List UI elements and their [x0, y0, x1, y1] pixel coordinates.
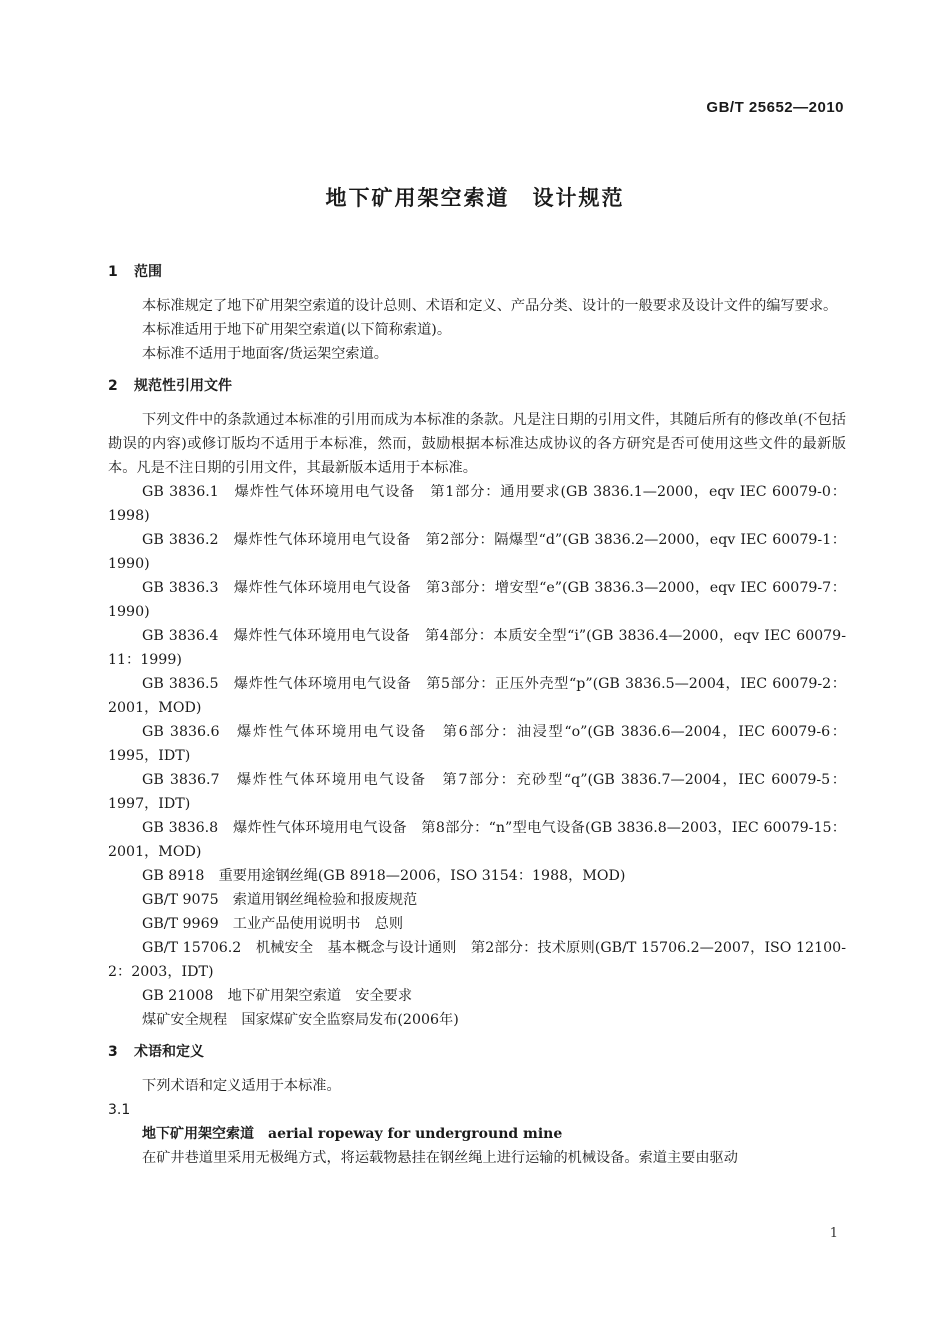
section-heading-normative-references: [108, 374, 846, 398]
document-body: [108, 260, 846, 1170]
section-number: 1: [108, 264, 118, 280]
reference-item: GB 3836.4 爆炸性气体环境用电气设备 第4部分：本质安全型“i”(GB 3836.4—2000，eqv IEC 60079-11：1999): [108, 628, 846, 668]
section-heading-terms: [108, 1040, 846, 1064]
section-number: 3: [108, 1044, 118, 1060]
term-english: aerial ropeway for underground mine: [268, 1126, 563, 1142]
section-title: 范围: [134, 264, 162, 280]
section-title: 术语和定义: [134, 1044, 204, 1060]
term-entry: [108, 1122, 846, 1146]
reference-item: 煤矿安全规程 国家煤矿安全监察局发布(2006年): [142, 1012, 459, 1028]
reference-item: GB/T 15706.2 机械安全 基本概念与设计通则 第2部分：技术原则(GB/T 15706.2—2007，ISO 12100-2：2003，IDT): [108, 940, 846, 980]
reference-item: GB 3836.1 爆炸性气体环境用电气设备 第1部分：通用要求(GB 3836.1—2000，eqv IEC 60079-0：1998): [108, 484, 846, 524]
terms-intro: 下列术语和定义适用于本标准。: [142, 1078, 341, 1094]
scope-paragraph: 本标准适用于地下矿用架空索道(以下简称索道)。: [142, 322, 452, 338]
standard-code: GB/T 25652—2010: [706, 99, 844, 116]
reference-item: GB 8918 重要用途钢丝绳(GB 8918—2006，ISO 3154：1988，MOD): [142, 868, 626, 884]
reference-item: GB 21008 地下矿用架空索道 安全要求: [142, 988, 413, 1004]
reference-item: GB 3836.2 爆炸性气体环境用电气设备 第2部分：隔爆型“d”(GB 3836.2—2000，eqv IEC 60079-1：1990): [108, 532, 846, 572]
section-title: 规范性引用文件: [134, 378, 232, 394]
reference-item: GB/T 9075 索道用钢丝绳检验和报废规范: [142, 892, 418, 908]
normative-refs-intro: 下列文件中的条款通过本标准的引用而成为本标准的条款。凡是注日期的引用文件，其随后所有的修改单(不包括勘误的内容)或修订版均不适用于本标准，然而，鼓励根据本标准达成协议的各方研究是否可使用这些文件的最新版本。凡是不注日期的引用文件，其最新版本适用于本标准。: [108, 412, 846, 476]
term-chinese: 地下矿用架空索道: [142, 1126, 254, 1142]
scope-paragraph: 本标准不适用于地面客/货运架空索道。: [142, 346, 388, 362]
term-definition: 在矿井巷道里采用无极绳方式，将运载物悬挂在钢丝绳上进行运输的机械设备。索道主要由驱动: [142, 1150, 738, 1166]
document-title: 地下矿用架空索道 设计规范: [325, 186, 625, 210]
reference-item: GB 3836.3 爆炸性气体环境用电气设备 第3部分：增安型“e”(GB 3836.3—2000，eqv IEC 60079-7：1990): [108, 580, 846, 620]
reference-item: GB/T 9969 工业产品使用说明书 总则: [142, 916, 404, 932]
section-heading-scope: [108, 260, 846, 284]
section-number: 2: [108, 378, 118, 394]
page-number: 1: [829, 1226, 838, 1241]
term-number: 3.1: [108, 1102, 131, 1118]
reference-item: GB 3836.8 爆炸性气体环境用电气设备 第8部分：“n”型电气设备(GB 3836.8—2003，IEC 60079-15：2001，MOD): [108, 820, 846, 860]
reference-item: GB 3836.5 爆炸性气体环境用电气设备 第5部分：正压外壳型“p”(GB 3836.5—2004，IEC 60079-2：2001，MOD): [108, 676, 846, 716]
reference-item: GB 3836.7 爆炸性气体环境用电气设备 第7部分：充砂型“q”(GB 3836.7—2004，IEC 60079-5：1997，IDT): [108, 772, 846, 812]
reference-item: GB 3836.6 爆炸性气体环境用电气设备 第6部分：油浸型“o”(GB 3836.6—2004，IEC 60079-6：1995，IDT): [108, 724, 846, 764]
scope-paragraph: 本标准规定了地下矿用架空索道的设计总则、术语和定义、产品分类、设计的一般要求及设计文件的编写要求。: [142, 298, 838, 314]
